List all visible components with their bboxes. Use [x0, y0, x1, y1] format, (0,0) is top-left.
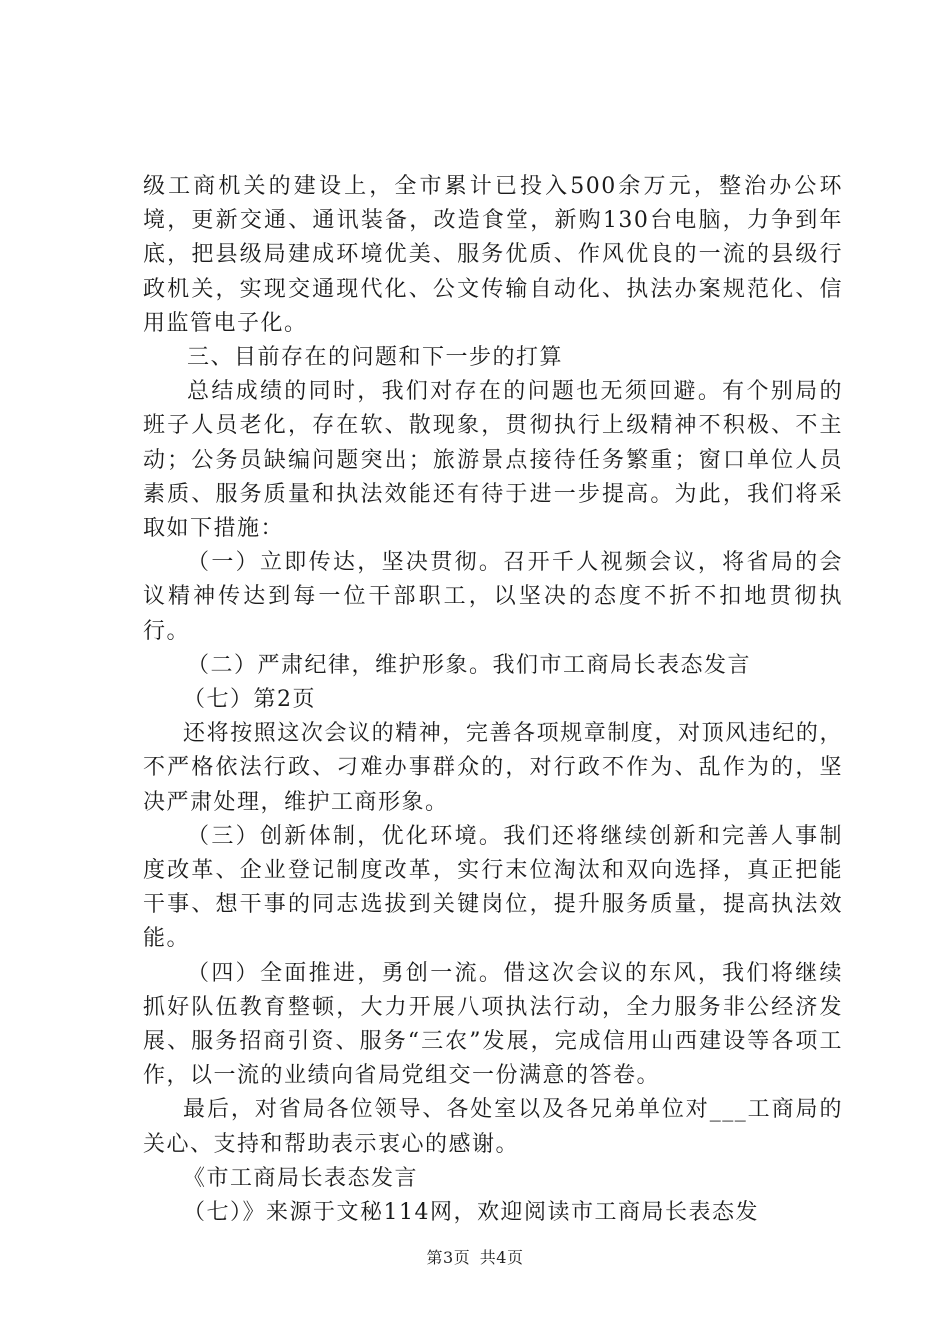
paragraph-measure-2: （二）严肃纪律，维护形象。我们市工商局长表态发言: [187, 652, 752, 678]
page-number: 第3页: [426, 1248, 471, 1267]
page-footer: [0, 1245, 950, 1268]
document-body: [143, 170, 843, 1230]
section-heading: 三、目前存在的问题和下一步的打算: [187, 345, 564, 371]
paragraph-closing: 最后，对省局各位领导、各处室以及各兄弟单位对___工商局的关心、支持和帮助表示衷心的感谢。: [143, 1097, 843, 1157]
paragraph-measure-3: （三）创新体制，优化环境。我们还将继续创新和完善人事制度改革、企业登记制度改革，实行末位淘汰和双向选择，真正把能干事、想干事的同志选拔到关键岗位，提升服务质量，提高执法效能。: [143, 823, 843, 952]
source-note: （七）》来源于文秘114网，欢迎阅读市工商局长表态发: [183, 1200, 759, 1226]
source-title: 《市工商局长表态发言: [183, 1165, 419, 1191]
page-break-marker: （七）第2页: [183, 687, 316, 713]
paragraph-measure-1: （一）立即传达，坚决贯彻。召开千人视频会议，将省局的会议精神传达到每一位干部职工，以坚决的态度不折不扣地贯彻执行。: [143, 550, 843, 644]
paragraph-measure-4: （四）全面推进，勇创一流。借这次会议的东风，我们将继续抓好队伍教育整顿，大力开展八项执法行动，全力服务非公经济发展、服务招商引资、服务“三农”发展，完成信用山西建设等各项工作，以一流的业绩向省局党组交一份满意的答卷。: [143, 960, 843, 1089]
paragraph-problems: 总结成绩的同时，我们对存在的问题也无须回避。有个别局的班子人员老化，存在软、散现象，贯彻执行上级精神不积极、不主动；公务员缺编问题突出；旅游景点接待任务繁重；窗口单位人员素质、服务质量和执法效能还有待于进一步提高。为此，我们将采取如下措施：: [143, 379, 843, 542]
paragraph-continuation: 级工商机关的建设上，全市累计已投入500余万元，整治办公环境，更新交通、通讯装备，改造食堂，新购130台电脑，力争到年底，把县级局建成环境优美、服务优质、作风优良的一流的县级行政机关，实现交通现代化、公文传输自动化、执法办案规范化、信用监管电子化。: [143, 174, 843, 336]
paragraph-measure-2-continued: 还将按照这次会议的精神，完善各项规章制度，对顶风违纪的，不严格依法行政、刁难办事群众的，对行政不作为、乱作为的，坚决严肃处理，维护工商形象。: [143, 721, 843, 815]
page-total: 共4页: [479, 1248, 524, 1267]
